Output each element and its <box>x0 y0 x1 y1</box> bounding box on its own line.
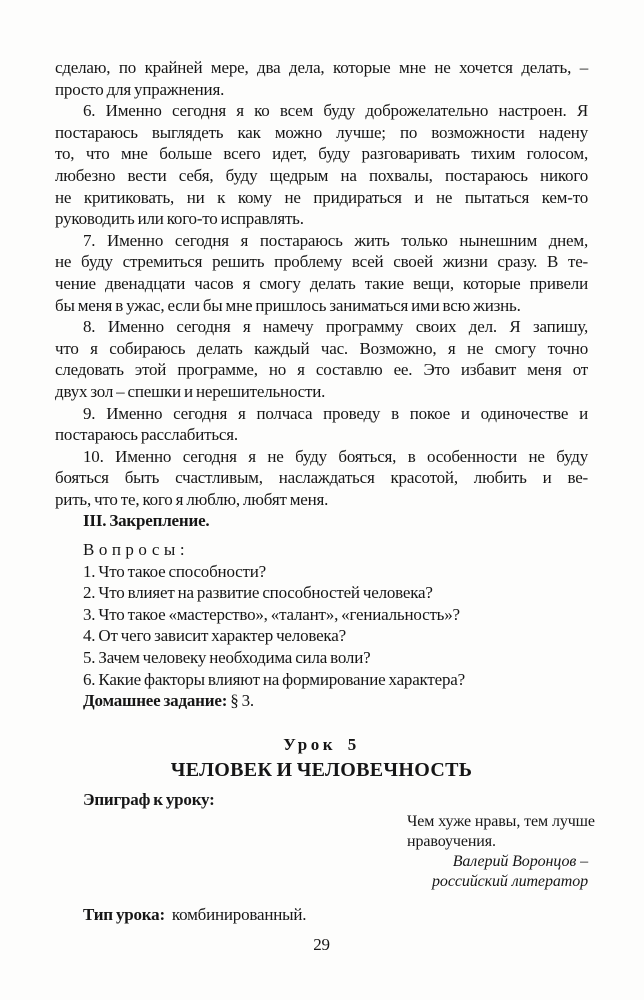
text-line: просто для упражнения. <box>55 79 225 99</box>
question-item: 3. Что такое «мастерство», «талант», «гениальность»? <box>83 604 460 624</box>
epigraph-quote-line: Чем хуже нравы, тем лучше <box>407 813 595 830</box>
question-item: 6. Какие факторы влияют на формирование характера? <box>83 669 465 689</box>
text-line: сделаю, по крайней мере, два дела, которые мне не хочется делать, – <box>55 58 588 77</box>
text-line: 7. Именно сегодня я постараюсь жить только нынешним днем, <box>83 230 588 250</box>
lesson-number-heading: Урок 5 <box>283 734 360 754</box>
epigraph-label: Эпиграф к уроку: <box>83 790 215 810</box>
lesson-type-value: комбинированный. <box>171 905 307 924</box>
lesson-type-label: Тип урока: <box>83 905 165 924</box>
paragraph <box>55 316 588 402</box>
question-item: 4. От чего зависит характер человека? <box>83 626 346 646</box>
text-line: бы меня в ужас, если бы мне пришлось заниматься ими всю жизнь. <box>55 295 521 315</box>
text-line: то, что мне больше всего идет, буду разговаривать тихим голосом, <box>55 144 588 164</box>
text-line: руководить или кого-то исправлять. <box>55 209 304 229</box>
paragraph <box>55 230 588 316</box>
question-item: 1. Что такое способности? <box>83 561 266 581</box>
epigraph-block <box>407 812 595 892</box>
text-line: двух зол – спешки и нерешительности. <box>55 381 326 401</box>
body-paragraphs <box>55 57 588 510</box>
lesson-type-line <box>55 904 588 926</box>
text-line: не буду стремиться решить проблему всей своей жизни сразу. В те- <box>55 252 588 272</box>
section-heading: III. Закрепление. <box>83 511 210 531</box>
text-line: 6. Именно сегодня я ко всем буду доброжелательно настроен. Я <box>83 101 588 121</box>
epigraph-author-line: Валерий Воронцов – <box>452 853 588 870</box>
homework-label: Домашнее задание: <box>83 691 228 711</box>
questions-list <box>55 561 588 691</box>
text-line: 10. Именно сегодня я не буду бояться, в особенности не буду <box>83 446 588 466</box>
paragraph <box>55 57 588 100</box>
text-line: рить, что те, кого я люблю, любят меня. <box>55 489 329 509</box>
lesson-title: ЧЕЛОВЕК И ЧЕЛОВЕЧНОСТЬ <box>170 759 473 782</box>
epigraph-quote-line: нравоучения. <box>407 833 496 850</box>
homework-value: § 3. <box>230 691 254 711</box>
text-line: что я собираюсь делать каждый час. Возможно, я не смогу точно <box>55 338 588 358</box>
question-item: 5. Зачем человеку необходима сила воли? <box>83 648 371 668</box>
epigraph-author-line: российский литератор <box>432 873 588 890</box>
text-line: постараюсь выглядеть как можно лучше; по возможности надену <box>55 122 588 142</box>
questions-label: Вопросы: <box>83 540 190 560</box>
epigraph-author <box>407 852 588 892</box>
epigraph-quote <box>407 812 595 852</box>
text-line: постараюсь расслабиться. <box>55 425 238 445</box>
page-number: 29 <box>313 934 330 954</box>
paragraph <box>55 403 588 446</box>
text-line: 8. Именно сегодня я намечу программу своих дел. Я запишу, <box>83 317 588 337</box>
homework-line <box>55 690 588 712</box>
text-line: следовать этой программе, но я составлю ее. Это избавит меня от <box>55 360 588 380</box>
text-line: бояться быть счастливым, наслаждаться красотой, любить и ве- <box>55 468 588 488</box>
text-line: чение двенадцати часов я смогу делать такие вещи, которые привели <box>55 273 588 293</box>
page-text-block <box>55 57 595 955</box>
text-line: 9. Именно сегодня я полчаса проведу в покое и одиночестве и <box>83 403 588 423</box>
text-line: любезно вести себя, буду щедрым на похвалы, постараюсь никого <box>55 165 588 185</box>
paragraph <box>55 100 588 230</box>
text-line: не критиковать, ни к кому не придираться и не пытаться кем-то <box>55 187 588 207</box>
question-item: 2. Что влияет на развитие способностей человека? <box>83 583 433 603</box>
paragraph <box>55 446 588 511</box>
